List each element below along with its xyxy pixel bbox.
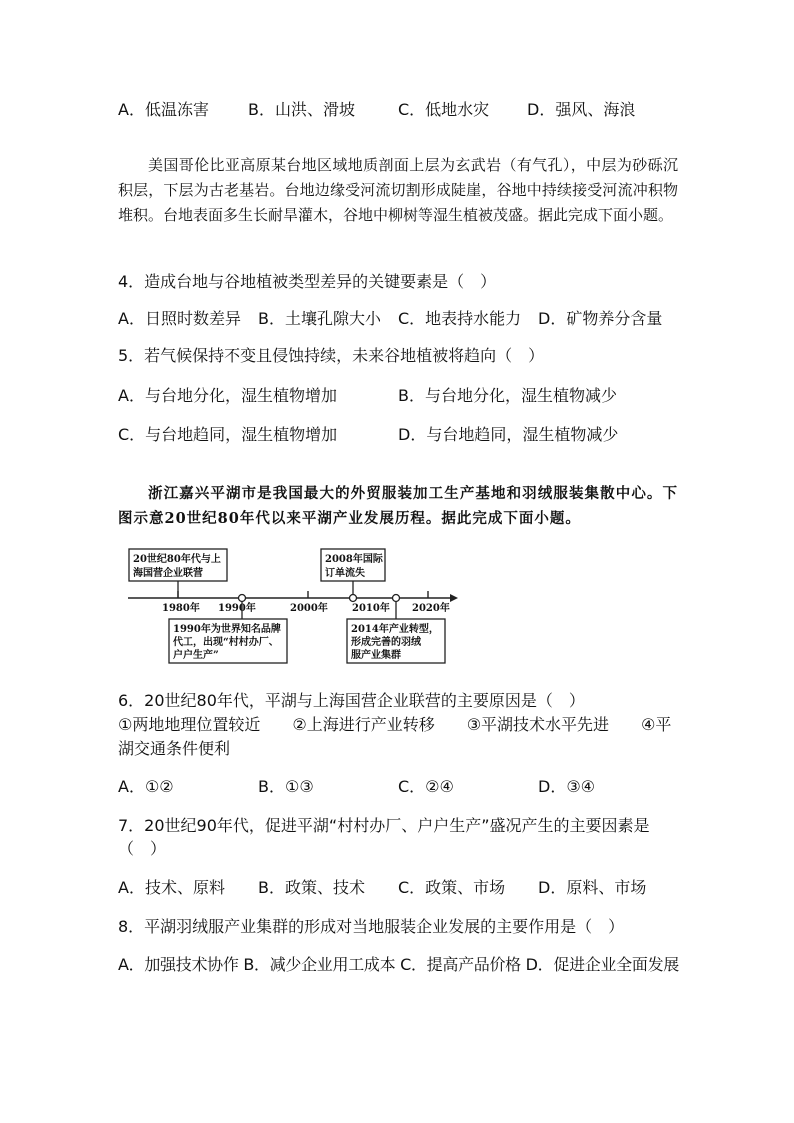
timeline-arrow-icon (450, 594, 458, 602)
q3-option-b: B．山洪、滑坡 (248, 100, 355, 119)
event-box-2014-line2: 形成完善的羽绒 (351, 637, 421, 648)
q6-option-b: B．①③ (258, 777, 314, 796)
q8-options: A．加强技术协作 B．减少企业用工成本 C．提高产品价格 D．促进企业全面发展 (118, 955, 679, 974)
q5-option-d: D．与台地趋同，湿生植物减少 (398, 425, 619, 444)
event-box-2014-line3: 服产业集群 (351, 650, 401, 661)
tick-label-1980: 1980年 (162, 603, 200, 614)
q4-option-c: C．地表持水能力 (398, 309, 522, 328)
passage-columbia-plateau: 美国哥伦比亚高原某台地区域地质剖面上层为玄武岩（有气孔），中层为砂砾沉积层，下层为古老基岩。台地边缘受河流切割形成陡崖，谷地中持续接受河流冲积物堆积。台地表面多生长耐旱灌木，谷地中柳树等湿生植被茂盛。据此完成下面小题。 (118, 156, 678, 224)
q5-option-b: B．与台地分化，湿生植物减少 (398, 386, 617, 405)
q7-option-a: A．技术、原料 (118, 878, 225, 897)
q7-option-c: C．政策、市场 (398, 878, 506, 897)
tick-label-2000: 2000年 (290, 603, 328, 614)
tick-label-1990: 1990年 (218, 603, 256, 614)
tick-label-2010: 2010年 (352, 603, 390, 614)
event-box-1980-line2: 海国营企业联营 (133, 568, 203, 579)
q4-option-a: A．日照时数差异 (118, 309, 241, 328)
event-box-2008-line2: 订单流失 (325, 568, 365, 579)
q6-stem-line2: ①两地地理位置较近 ②上海进行产业转移 ③平湖技术水平先进 ④平 (118, 715, 672, 734)
event-marker-1990 (239, 595, 246, 602)
q5-option-a: A．与台地分化，湿生植物增加 (118, 386, 337, 405)
q7-stem-line2: （ ） (118, 839, 167, 858)
event-box-2014-line1: 2014年产业转型， (351, 624, 439, 635)
q8-stem: 8．平湖羽绒服产业集群的形成对当地服装企业发展的主要作用是（ ） (118, 917, 625, 936)
q7-stem-line1: 7．20世纪90年代，促进平湖“村村办厂、户户生产”盛况产生的主要因素是 (118, 816, 650, 835)
q4-option-b: B．土壤孔隙大小 (258, 309, 381, 328)
tick-label-2020: 2020年 (412, 603, 450, 614)
q3-option-a: A．低温冻害 (118, 100, 209, 119)
q3-option-c: C．低地水灾 (398, 100, 490, 119)
q5-option-c: C．与台地趋同，湿生植物增加 (118, 425, 338, 444)
q4-stem: 4．造成台地与谷地植被类型差异的关键要素是（ ） (118, 272, 497, 291)
q3-option-d: D．强风、海浪 (527, 100, 636, 119)
q7-option-b: B．政策、技术 (258, 878, 365, 897)
passage-pinghu: 浙江嘉兴平湖市是我国最大的外贸服装加工生产基地和羽绒服装集散中心。下图示意20世纪80年代以来平湖产业发展历程。据此完成下面小题。 (118, 485, 678, 527)
q6-option-c: C．②④ (398, 777, 454, 796)
q5-stem: 5．若气候保持不变且侵蚀持续，未来谷地植被将趋向（ ） (118, 346, 545, 365)
q6-option-d: D．③④ (538, 777, 596, 796)
pinghu-industry-timeline (120, 543, 460, 665)
q4-option-d: D．矿物养分含量 (538, 309, 663, 328)
event-box-1980-line1: 20世纪80年代与上 (133, 554, 221, 565)
event-box-1990-line2: 代工，出现“村村办厂、 (173, 637, 279, 648)
q6-option-a: A．①② (118, 777, 174, 796)
q7-option-d: D．原料、市场 (538, 878, 647, 897)
event-box-1990-line3: 户户生产” (173, 650, 219, 661)
event-marker-2008 (350, 595, 357, 602)
q6-stem-line1: 6．20世纪80年代，平湖与上海国营企业联营的主要原因是（ ） (118, 691, 585, 710)
event-box-2008-line1: 2008年国际 (325, 554, 383, 565)
q6-stem-line3: 湖交通条件便利 (118, 739, 231, 758)
event-marker-2014 (393, 595, 400, 602)
event-box-1990-line1: 1990年为世界知名品牌 (173, 624, 281, 635)
